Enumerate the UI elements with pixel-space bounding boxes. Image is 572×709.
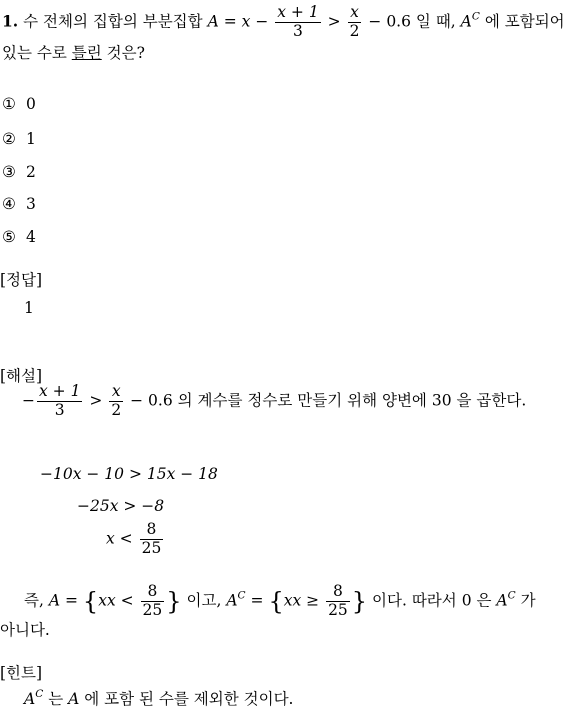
constant-term: − 0.6 (130, 391, 173, 410)
underlined-word: 틀린 (71, 44, 102, 62)
equals-sign: = (64, 591, 78, 610)
answer-label: [정답] (0, 271, 43, 289)
conclusion-text: 이다. 따라서 (372, 591, 457, 610)
hint-text: 는 (48, 690, 64, 708)
solution-step-3: x < $\frac{8}{25}$ (106, 520, 162, 557)
question-line2-post: 것은? (106, 44, 145, 62)
var-x: x (241, 12, 251, 31)
choice-value: 2 (26, 163, 36, 181)
solution-step-1: −10x − 10 > 15x − 18 (40, 465, 218, 483)
choice-1[interactable] (2, 95, 36, 114)
fraction-8-over-25: $\frac{8}{25}$ (142, 582, 163, 619)
hint-label: [힌트] (0, 664, 43, 682)
fraction-x-over-2: $\frac{x}{2}$ (111, 382, 122, 419)
conclusion-text: 이고, (186, 591, 222, 610)
complement-a: A (24, 690, 36, 708)
choice-mark: ⑤ (2, 228, 16, 246)
equals-sign: = (250, 591, 264, 610)
question-number: 1. (2, 11, 19, 31)
solution-step-2: −25x > −8 (77, 497, 165, 515)
question-mid-text: 일 때, (415, 12, 456, 31)
set-a: A (68, 690, 80, 708)
right-brace: } (166, 587, 182, 616)
conclusion-text: 은 (476, 591, 492, 610)
constant-term: − 0.6 (368, 12, 411, 31)
choice-5[interactable] (2, 228, 36, 247)
choice-mark: ① (2, 95, 16, 113)
right-brace: } (351, 587, 368, 616)
conclusion-text: 가 (520, 591, 536, 610)
multiplier-number: 30 (431, 391, 452, 410)
choice-value: 1 (26, 130, 36, 148)
fraction-x-plus-1-over-3: $\frac{x + 1}{3}$ (277, 3, 319, 40)
question-line-1 (2, 4, 565, 41)
choice-2[interactable] (2, 130, 36, 149)
left-brace: { (82, 587, 99, 616)
choice-4[interactable] (2, 195, 36, 214)
conclusion-text: 즉, (24, 591, 44, 610)
equals-sign: = (223, 12, 237, 31)
choice-value: 4 (26, 228, 36, 246)
choice-mark: ④ (2, 195, 16, 213)
complement-sup: C (471, 10, 480, 23)
complement-a: A (226, 591, 238, 610)
choice-mark: ③ (2, 163, 16, 181)
choice-mark: ② (2, 130, 16, 148)
fraction-8-over-25: $\frac{8}{25}$ (328, 582, 348, 619)
fraction-x-plus-1-over-3: $\frac{x + 1}{3}$ (39, 382, 81, 419)
hint-line: $A^C$ 는 A 에 포함 된 수를 제외한 것이다. (24, 688, 294, 708)
choice-value: 3 (26, 195, 36, 213)
conclusion-line-1: 즉, A = {xx < $\frac{8}{25}$ } 이고, $A^C = \{xx$ ≥ $\frac{8}{25}$ } 이다. 따라서 0 은 $A^C$ 가 (24, 582, 536, 619)
question-intro: 수 전체의 집합의 부분집합 (23, 12, 203, 31)
greater-than: > (327, 12, 341, 31)
question-line-2 (2, 44, 145, 63)
left-brace: { (268, 587, 284, 616)
answer-value: 1 (24, 299, 34, 317)
set-a: A (207, 12, 219, 31)
fraction-8-over-25: $\frac{8}{25}$ (141, 520, 162, 557)
explanation-text: 의 계수를 정수로 만들기 위해 양변에 (177, 391, 427, 410)
explanation-text: 을 곱한다. (456, 391, 527, 410)
fraction-x-over-2: $\frac{x}{2}$ (349, 3, 360, 40)
complement-a: A (460, 12, 472, 31)
minus-sign: − (22, 391, 35, 410)
question-line2-pre: 있는 수로 (2, 44, 67, 62)
zero-number: 0 (461, 591, 472, 610)
choice-value: 0 (26, 95, 36, 113)
question-after-text: 에 포함되어 (484, 12, 565, 31)
minus-sign: − (255, 12, 269, 31)
hint-text: 에 포함 된 수를 제외한 것이다. (84, 690, 294, 708)
choice-3[interactable] (2, 163, 36, 182)
explanation-line-1 (22, 383, 526, 420)
explanation-label: [해설] (0, 367, 43, 385)
complement-a: A (496, 591, 508, 610)
set-a: A (48, 591, 61, 610)
greater-than: > (89, 391, 103, 410)
conclusion-line-2: 아니다. (0, 621, 50, 639)
